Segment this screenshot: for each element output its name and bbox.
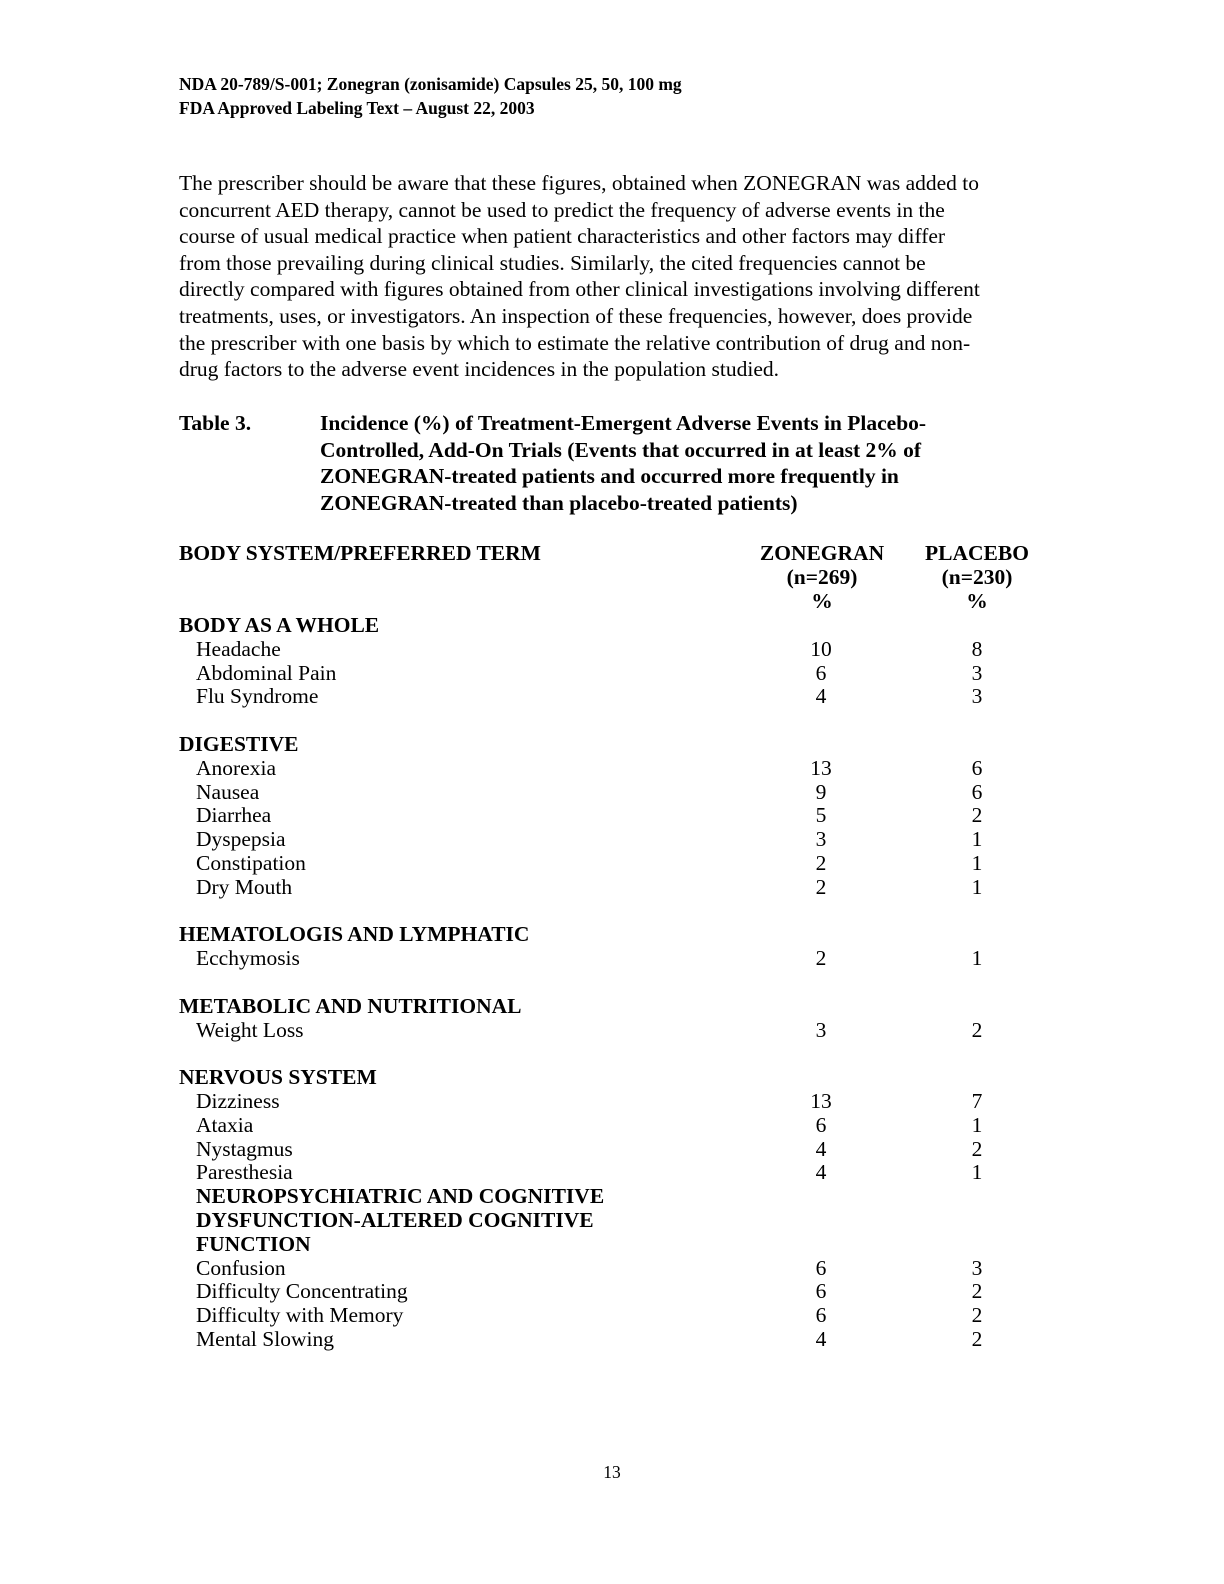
term-cell: Mental Slowing xyxy=(196,1326,334,1351)
zonegran-cell: 2 xyxy=(815,874,827,899)
zonegran-header-name: ZONEGRAN xyxy=(759,541,885,565)
table-title-line: Incidence (%) of Treatment-Emergent Adverse Events in Placebo- xyxy=(320,411,927,435)
table-row xyxy=(179,1090,1079,1114)
zonegran-cell: 3 xyxy=(815,827,827,852)
table-row xyxy=(179,947,1079,971)
zonegran-cell: 13 xyxy=(810,1088,832,1113)
term-cell: Dizziness xyxy=(196,1088,280,1113)
page-number: 13 xyxy=(603,1462,621,1482)
table-row xyxy=(179,1138,1079,1162)
table-title xyxy=(320,410,1060,516)
zonegran-cell: 5 xyxy=(815,803,827,828)
placebo-cell: 1 xyxy=(971,874,983,899)
table-row xyxy=(179,662,1079,686)
placebo-cell: 2 xyxy=(971,1303,983,1328)
intro-paragraph xyxy=(179,170,1079,383)
table-row xyxy=(179,1328,1079,1352)
zonegran-cell: 2 xyxy=(815,946,827,971)
intro-line: course of usual medical practice when patient characteristics and other factors may differ xyxy=(179,224,946,249)
placebo-cell: 7 xyxy=(971,1088,983,1113)
table-section xyxy=(179,1066,1079,1352)
zonegran-header-unit: % xyxy=(811,589,833,613)
table-section xyxy=(179,923,1079,971)
section-title: BODY AS A WHOLE xyxy=(179,613,380,637)
term-cell: Weight Loss xyxy=(196,1017,304,1042)
table-row xyxy=(179,1161,1079,1185)
placebo-cell: 8 xyxy=(971,636,983,661)
term-cell: Paresthesia xyxy=(196,1160,293,1185)
zonegran-cell: 6 xyxy=(815,660,827,685)
zonegran-cell: 13 xyxy=(810,755,832,780)
zonegran-cell: 3 xyxy=(815,1017,827,1042)
term-cell: Difficulty with Memory xyxy=(196,1303,404,1328)
zonegran-cell: 4 xyxy=(815,1160,827,1185)
table-row xyxy=(179,828,1079,852)
zonegran-header-n: (n=269) xyxy=(786,565,858,589)
placebo-header-unit: % xyxy=(966,589,988,613)
placebo-cell: 1 xyxy=(971,850,983,875)
header-line-1: NDA 20-789/S-001; Zonegran (zonisamide) Capsules 25, 50, 100 mg xyxy=(179,74,682,94)
zonegran-cell: 4 xyxy=(815,684,827,709)
placebo-cell: 2 xyxy=(971,1326,983,1351)
placebo-cell: 3 xyxy=(971,1255,983,1280)
term-cell: Headache xyxy=(196,636,281,661)
placebo-cell: 3 xyxy=(971,684,983,709)
term-cell: Constipation xyxy=(196,850,306,875)
header-line-2: FDA Approved Labeling Text – August 22, 2003 xyxy=(179,98,535,118)
zonegran-cell: 4 xyxy=(815,1326,827,1351)
intro-line: from those prevailing during clinical studies. Similarly, the cited frequencies cannot be xyxy=(179,250,926,275)
term-cell: Anorexia xyxy=(196,755,276,780)
placebo-cell: 2 xyxy=(971,1136,983,1161)
zonegran-cell: 6 xyxy=(815,1112,827,1137)
placebo-cell: 1 xyxy=(971,1160,983,1185)
intro-line: The prescriber should be aware that these figures, obtained when ZONEGRAN was added to xyxy=(179,171,980,195)
section-title: DIGESTIVE xyxy=(179,731,299,756)
intro-line: concurrent AED therapy, cannot be used to predict the frequency of adverse events in the xyxy=(179,197,945,222)
adverse-events-table xyxy=(179,614,1079,1352)
term-cell: Ecchymosis xyxy=(196,946,300,971)
term-cell: Abdominal Pain xyxy=(196,660,337,685)
zonegran-cell: 4 xyxy=(815,1136,827,1161)
placebo-cell: 2 xyxy=(971,1017,983,1042)
term-cell: Dyspepsia xyxy=(196,827,286,852)
table-row xyxy=(179,685,1079,709)
placebo-cell: 1 xyxy=(971,946,983,971)
table-title-line: Controlled, Add-On Trials (Events that occurred in at least 2% of xyxy=(320,437,922,462)
zonegran-cell: 6 xyxy=(815,1279,827,1304)
zonegran-cell: 2 xyxy=(815,850,827,875)
intro-line: the prescriber with one basis by which to estimate the relative contribution of drug and non- xyxy=(179,330,971,355)
table-title-line: ZONEGRAN-treated than placebo-treated patients) xyxy=(320,490,798,515)
placebo-cell: 3 xyxy=(971,660,983,685)
term-cell: Diarrhea xyxy=(196,803,272,828)
table-row xyxy=(179,757,1079,781)
table-row xyxy=(179,781,1079,805)
table-row xyxy=(179,804,1079,828)
term-cell: Ataxia xyxy=(196,1112,254,1137)
zonegran-cell: 10 xyxy=(810,636,832,661)
table-row xyxy=(179,1257,1079,1281)
table-title-line: ZONEGRAN-treated patients and occurred more frequently in xyxy=(320,464,899,489)
table-section xyxy=(179,995,1079,1043)
intro-line: directly compared with figures obtained from other clinical investigations involving different xyxy=(179,277,980,302)
placebo-cell: 2 xyxy=(971,803,983,828)
column-header-zonegran xyxy=(737,541,907,613)
placebo-header-name: PLACEBO xyxy=(925,541,1029,565)
term-cell: Confusion xyxy=(196,1255,286,1280)
placebo-header-n: (n=230) xyxy=(941,565,1013,589)
term-cell: Nausea xyxy=(196,779,260,804)
table-section xyxy=(179,733,1079,900)
placebo-cell: 1 xyxy=(971,827,983,852)
placebo-cell: 1 xyxy=(971,1112,983,1137)
placebo-cell: 2 xyxy=(971,1279,983,1304)
column-header-term: BODY SYSTEM/PREFERRED TERM xyxy=(179,541,541,565)
table-row xyxy=(179,876,1079,900)
subsection-title: NEUROPSYCHIATRIC AND COGNITIVE xyxy=(196,1184,605,1209)
section-title: METABOLIC AND NUTRITIONAL xyxy=(179,993,522,1018)
zonegran-cell: 6 xyxy=(815,1303,827,1328)
intro-line: drug factors to the adverse event incidences in the population studied. xyxy=(179,357,780,382)
placebo-cell: 6 xyxy=(971,755,983,780)
table-row xyxy=(179,1019,1079,1043)
table-row xyxy=(179,1280,1079,1304)
table-row xyxy=(179,1304,1079,1328)
table-section xyxy=(179,614,1079,709)
intro-line: treatments, uses, or investigators. An inspection of these frequencies, however, does provide xyxy=(179,303,973,328)
term-cell: Difficulty Concentrating xyxy=(196,1279,408,1304)
zonegran-cell: 9 xyxy=(815,779,827,804)
term-cell: Dry Mouth xyxy=(196,874,293,899)
section-title: HEMATOLOGIS AND LYMPHATIC xyxy=(179,922,530,947)
table-label: Table 3. xyxy=(179,411,252,435)
term-cell: Nystagmus xyxy=(196,1136,293,1161)
zonegran-cell: 6 xyxy=(815,1255,827,1280)
document-header xyxy=(179,72,682,120)
subsection-title: DYSFUNCTION-ALTERED COGNITIVE xyxy=(196,1207,594,1232)
table-row xyxy=(179,638,1079,662)
placebo-cell: 6 xyxy=(971,779,983,804)
table-row xyxy=(179,1114,1079,1138)
term-cell: Flu Syndrome xyxy=(196,684,319,709)
column-header-placebo xyxy=(892,541,1062,613)
subsection-title: FUNCTION xyxy=(196,1231,311,1256)
table-row xyxy=(179,852,1079,876)
section-title: NERVOUS SYSTEM xyxy=(179,1065,377,1090)
